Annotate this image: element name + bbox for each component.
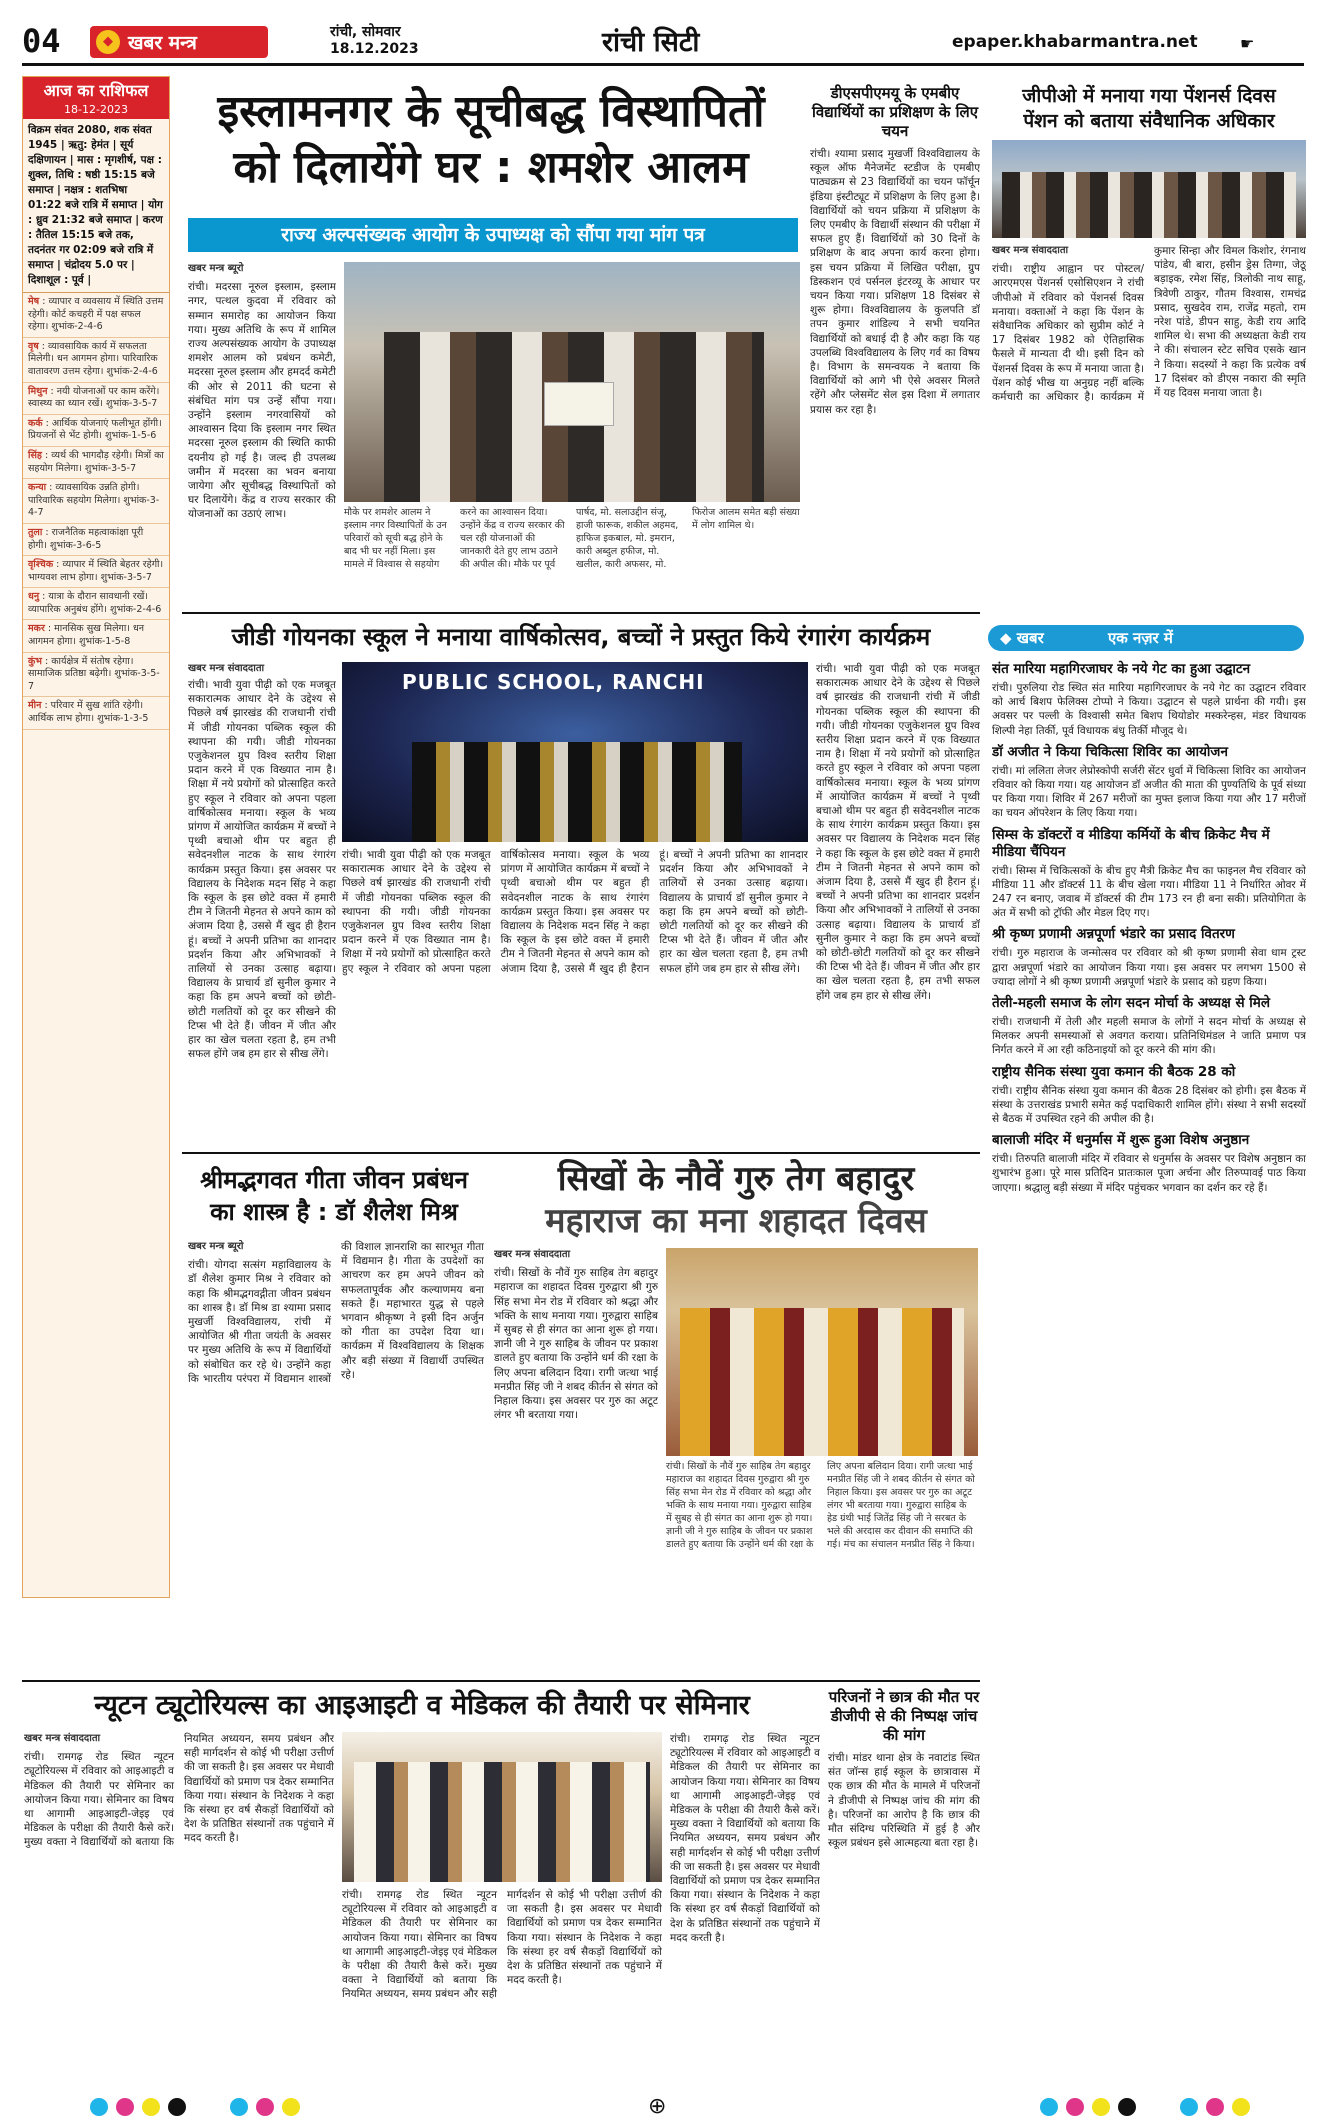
headline-guru [494, 1158, 978, 1242]
rashi-item: तुला : राजनैतिक महत्वाकांक्षा पूरी होगी। शुभांक-3-6-5 [23, 524, 169, 556]
edition-city-day: रांची, सोमवार [330, 24, 401, 40]
rashi-text: परिवार में सुख शांति रहेगी। आर्थिक लाभ होगा। शुभांक-1-3-5 [28, 700, 149, 725]
register-mark-cyan [1040, 2098, 1058, 2116]
rashi-item: वृश्चिक : व्यापार में स्थिति बेहतर रहेगी। भाग्यवश लाभ होगा। शुभांक-3-5-7 [23, 556, 169, 588]
photo-guru [666, 1248, 978, 1456]
article-text [810, 147, 980, 597]
divider [22, 1680, 980, 1682]
rashi-name: धनु [28, 591, 40, 603]
briefs-header [988, 625, 1304, 651]
register-mark-magenta [256, 2098, 274, 2116]
photo-pensioners [992, 140, 1306, 238]
brief-item [992, 1132, 1306, 1195]
article-gita-body [188, 1240, 484, 1674]
brief-title: राष्ट्रीय सैनिक संस्था युवा कमान की बैठक 28 को [992, 1063, 1236, 1080]
article-text: रांची। मदरसा नूरुल इस्लाम, इस्लाम नगर, पत्थल कुदवा में रविवार को सम्मान समारोह का आयोजन किया गया। मुख्य अतिथि के रूप में शामिल राज्य अल्पसंख्यक आयोग के उपाध्यक्ष शमशेर आलम को प्रबंधन कमेटी, मदरसा नूरुल इस्लाम और हमदर्द कमेटी की ओर से 2011 की घटना से संबंधित मांग पत्र उन्हें सौंपा गया। उन्होंने इस्लाम नगरवासियों को आश्वासन दिया कि इस्लाम नगर स्थित मदरसा नूरुल इस्लाम की स्थिति काफी दयनीय हो गई है। जल्द ही उपलब्ध जमीन में मदरसा का भवन बनाया जायेगा और सूचीबद्ध विस्थापितों को घर दिलायेंगे। केंद्र व राज्य सरकार की योजनाओं का उठाएं लाभ। [188, 281, 336, 521]
briefs-tag: ◆ खबर [1000, 629, 1044, 647]
byline: खबर मन्त्र संवाददाता [992, 245, 1069, 256]
article-newton-text-2: रांची। रामगढ़ रोड स्थित न्यूटन ट्यूटोरियल्स में रविवार को आइआइटी व मेडिकल की तैयारी पर सेमिनार का आयोजन किया गया। सेमिनार का विषय था आगामी आइआइटी-जेइइ एवं मेडिकल के परीक्षा की तैयारी कैसे करें। मुख्य वक्ता ने विद्यार्थियों को बताया कि नियमित अध्ययन, समय प्रबंधन और सही मार्गदर्शन से कोई भी परीक्षा उत्तीर्ण की जा सकती है। इस अवसर पर मेधावी विद्यार्थियों को प्रमाण पत्र देकर सम्मानित किया गया। संस्थान के निदेशक ने कहा कि संस्था हर वर्ष सैकड़ों विद्यार्थियों को देश के प्रतिष्ठित संस्थानों तक पहुंचाने में मदद करती है। [342, 1889, 662, 2001]
rashi-text: व्यावसायिक कार्य में सफलता मिलेगी। धन आगमन होगा। पारिवारिक वातावरण उत्तम रहेगा। शुभांक-2-4-6 [28, 340, 158, 377]
rashi-name: मकर [28, 623, 45, 635]
register-mark-magenta [116, 2098, 134, 2116]
rashi-text: व्यापार में स्थिति बेहतर रहेगी। भाग्यवश लाभ होगा। शुभांक-3-5-7 [28, 559, 164, 583]
register-mark-cyan [90, 2098, 108, 2116]
article-newton-body [24, 1732, 334, 2076]
article-guru-caption [666, 1460, 978, 1670]
dspmu-body: विद्यार्थियों को चयन प्रक्रिया में प्रशिक्षण के लिए एमबीए के विद्यार्थी संस्थान की परीक्षा में सफल हुए हैं। विद्यार्थियों को 30 दिनों के प्रशिक्षण के बाद अपना कार्य करना होगा। इस चयन प्रक्रिया में लिखित परीक्षा, ग्रुप डिस्कशन एवं पर्सनल इंटरव्यू के आधार पर चयन किया गया। प्रशिक्षण 18 दिसंबर से शुरू होगा। विश्वविद्यालय के कुलपति डॉ तपन कुमार शांडिल्य ने सभी चयनित विद्यार्थियों को बधाई दी है और कहा कि यह उपलब्धि विश्वविद्यालय के लिए गर्व का विषय है। विभाग के समन्वयक ने बताया कि विद्यार्थियों को आगे भी ऐसे अवसर मिलते रहेंगे और प्लेसमेंट सेल इस दिशा में लगातार प्रयास कर रहा है। [810, 204, 980, 416]
byline: खबर मन्त्र ब्यूरो [188, 1241, 244, 1252]
headline-newton: न्यूटन ट्यूटोरियल्स का आइआइटी व मेडिकल की तैयारी पर सेमिनार [94, 1690, 750, 1721]
photo-gd-goenka [342, 662, 808, 842]
headline-islamnagar [182, 84, 800, 196]
rashi-item: मेष : व्यापार व व्यवसाय में स्थिति उत्तम रहेगी। कोर्ट कचहरी में पक्ष सफल रहेगा। शुभांक-2-4-6 [23, 293, 169, 338]
register-mark-yellow [1232, 2098, 1250, 2116]
photo-students [354, 1762, 650, 1882]
crosshair-icon: ⊕ [648, 2094, 667, 2119]
rashi-name: मिथुन [28, 385, 48, 397]
rashifal-title: आज का राशिफल [23, 77, 169, 103]
brief-item [992, 827, 1306, 921]
brand-icon: ◆ [96, 30, 120, 54]
register-mark-black [1118, 2098, 1136, 2116]
article-gd-goenka-text-3: रांची। भावी युवा पीढ़ी को एक मजबूत सकारात्मक आधार देने के उद्देश्य से पिछले वर्ष झारखंड की राजधानी रांची में जीडी गोयनका पब्लिक स्कूल की स्थापना की गयी। जीडी गोयनका एजुकेशनल ग्रुप विश्व स्तरीय शिक्षा प्रदान करने में एक विख्यात नाम है। शिक्षा में नये प्रयोगों को प्रोत्साहित करते हुए स्कूल ने रविवार को अपना पहला वार्षिकोत्सव मनाया। स्कूल के भव्य प्रांगण में आयोजित कार्यक्रम में बच्चों ने पृथ्वी बचाओ थीम पर बहुत ही सवेदनशील नाटक के साथ रंगारंग कार्यक्रम प्रस्तुत किया। इस अवसर पर विद्यालय के निदेशक मदन सिंह ने कहा कि स्कूल के इस छोटे वक्त में हमारी टीम ने जितनी मेहनत से अपने काम को अंजाम दिया है, उससे मैं खुद ही हैरान हूं। बच्चों ने अपनी प्रतिभा का शानदार प्रदर्शन किया और अभिभावकों ने तालियों से उनका उत्साह बढ़ाया। विद्यालय के प्राचार्य डॉ सुनील कुमार ने कहा कि हम अपने बच्चों को छोटी-छोटी गलतियों को दूर कर सीखने की टिप्स भी देते हैं। जीवन में जीत और हार का खेल चलता रहता है, हम तभी सफल होंगे जब हम हार से सीख लेंगे। [816, 663, 980, 1002]
register-mark-magenta [1206, 2098, 1224, 2116]
rashi-name: वृश्चिक [28, 559, 54, 571]
article-guru-body [494, 1248, 658, 1672]
rashi-name: कुंभ [28, 655, 42, 667]
brief-text: रांची। राजधानी में तेली और महली समाज के लोगों ने सदन मोर्चा के अध्यक्ष से मिलकर अपनी समस्याओं से अवगत कराया। प्रतिनिधिमंडल ने जाति प्रमाण पत्र निर्गत करने में आ रही कठिनाइयों को दूर करने की मांग की। [992, 1016, 1306, 1057]
rashi-item: कन्या : व्यावसायिक उन्नति होगी। पारिवारिक सहयोग मिलेगा। शुभांक-3-4-7 [23, 479, 169, 524]
photo-group [1002, 172, 1296, 238]
headline-line-1: श्रीमद्भगवत गीता जीवन प्रबंधन [200, 1166, 468, 1194]
headline-dspmu: डीएसपीएमयू के एमबीए विद्यार्थियों का प्रशिक्षण के लिए चयन [812, 84, 978, 140]
rashi-item: मीन : परिवार में सुख शांति रहेगी। आर्थिक लाभ होगा। शुभांक-1-3-5 [23, 697, 169, 729]
rashi-item: सिंह : व्यर्थ की भागदौड़ रहेगी। मित्रों का सहयोग मिलेगा। शुभांक-3-5-7 [23, 447, 169, 479]
brief-text: रांची। राष्ट्रीय सैनिक संस्था युवा कमान की बैठक 28 दिसंबर को होगी। इस बैठक में संस्था के उत्तराखंड प्रभारी समेत कई पदाधिकारी शामिल होंगे। संस्था ने सभी सदस्यों से बैठक में उपस्थित रहने की अपील की है। [992, 1084, 1306, 1126]
edition-date [330, 24, 419, 58]
brief-title: श्री कृष्ण प्रणामी अन्नपूर्णा भंडारे का प्रसाद वितरण [992, 926, 1235, 943]
brief-text: रांची। पुरुलिया रोड स्थित संत मारिया महागिरजाघर के नये गेट का उद्घाटन रविवार को आर्च बिशप फेलिक्स टोप्पो ने किया। उद्घाटन से पहले प्रार्थना की गयी। इस अवसर पर पल्ली के विश्वासी समेत बिशप थियोडोर मस्करेन्हस, मंडर विधायक शिल्पी नेहा तिर्की, पूर्व विधायक बंधु तिर्की मौजूद थे। [992, 682, 1306, 737]
headline-line-2: का शास्त्र है : डॉ शैलेश मिश्र [210, 1198, 458, 1226]
headline-line-2: को दिलायेंगे घर : शमशेर आलम [233, 142, 749, 193]
rashi-text: नयी योजनाओं पर काम करेंगे। स्वास्थ्य का ध्यान रखें। शुभांक-3-5-7 [28, 385, 160, 410]
rashi-name: कन्या [28, 482, 47, 494]
edition-date-value: 18.12.2023 [330, 41, 419, 57]
subheadline-islamnagar: राज्य अल्पसंख्यक आयोग के उपाध्यक्ष को सौंपा गया मांग पत्र [188, 218, 798, 252]
rashi-name: तुला [28, 526, 43, 538]
photo-sangat [680, 1308, 964, 1456]
guru-caption-text: रांची। सिखों के नौवें गुरु साहिब तेग बहादुर महाराज का शहादत दिवस गुरुद्वारा श्री गुरु सिंह सभा मेन रोड में रविवार को श्रद्धा और भक्ति के साथ मनाया गया। गुरुद्वारा साहिब में सुबह से ही संगत का आना शुरू हो गया। ज्ञानी जी ने गुरु साहिब के जीवन पर प्रकाश डालते हुए बताया कि उन्होंने धर्म की रक्षा के लिए अपना बलिदान दिया। रागी जत्था भाई मनप्रीत सिंह जी ने शबद कीर्तन से संगत को निहाल किया। इस अवसर पर गुरु का अटूट लंगर भी बरताया गया। [666, 1461, 975, 1550]
article-islamnagar-caption: मौके पर शमशेर आलम ने इस्लाम नगर विस्थापितों के उन परिवारों को सूची बद्ध होने के बाद भी घर नहीं मिला। इस मामले में विश्वास से सहयोग करने का आश्वासन दिया। उन्होंने केंद्र व राज्य सरकार की चल रही योजनाओं की जानकारी देते हुए लाभ उठाने की अपील की। मौके पर पूर्व पार्षद, मो. सलाउद्दीन संजू, हाजी फारूक, शकील अहमद, हाफिज इकबाल, मो. इमरान, कारी अब्दुल हफीज, मो. खलील, कारी अफसर, मो. फिरोज आलम समेत बड़ी संख्या में लोग शामिल थे। [344, 507, 800, 570]
headline-line-2: महाराज का मना शहादत दिवस [545, 1201, 927, 1241]
rashi-name: सिंह [28, 449, 42, 461]
headline-line-2: पेंशन को बताया संवैधानिक अधिकार [1023, 110, 1275, 132]
section-title: रांची सिटी [602, 27, 700, 58]
divider [182, 612, 980, 614]
rashi-text: व्यर्थ की भागदौड़ रहेगी। मित्रों का सहयोग मिलेगा। शुभांक-3-5-7 [28, 449, 164, 474]
divider [182, 1152, 980, 1154]
cursor-icon: ☛ [1240, 34, 1255, 53]
register-mark-yellow [1092, 2098, 1110, 2116]
panchang: विक्रम संवत 2080, शक संवत 1945 | ऋतु: हेमंत | सूर्य दक्षिणायन | मास : मृगशीर्ष, पक्ष : शुक्ल, तिथि : षष्ठी 15:15 बजे समाप्त | नक्षत्र : शतभिषा 01:22 बजे रात्रि में समाप्त | योग : ध्रुव 21:32 बजे समाप्त | करण : तैतिल 15:15 बजे तक, तदनंतर गर 02:09 बजे रात्रि में समाप्त | चंद्रोदय 5.0 पर | दिशाशूल : पूर्व | [23, 119, 169, 293]
article-pensioners-body [992, 244, 1306, 616]
rashi-list [23, 293, 169, 730]
register-mark-yellow [282, 2098, 300, 2116]
article-dspmu [810, 84, 980, 612]
byline: खबर मन्त्र संवाददाता [188, 663, 265, 674]
byline: खबर मन्त्र संवाददाता [24, 1733, 101, 1744]
rashi-text: व्यापार व व्यवसाय में स्थिति उत्तम रहेगी। कोर्ट कचहरी में पक्ष सफल रहेगा। शुभांक-2-4-6 [28, 296, 164, 333]
article-text: रांची। राष्ट्रीय आह्वान पर पोस्टल/आरएमएस पेंशनर्स एसोसिएशन ने रांची जीपीओ में रविवार को पेंशनर्स दिवस मनाया। वक्ताओं ने कहा कि पेंशन के संवैधानिक अधिकार को सुप्रीम कोर्ट ने 17 दिसंबर 1982 को ऐतिहासिक फैसले में मान्यता दी थी। इसी दिन को पेंशनर्स दिवस के रूप में मनाया जाता है। पेंशन कोई भीख या अनुग्रह नहीं बल्कि कर्मचारी का अधिकार है। कार्यक्रम में कुमार सिन्हा और विमल किशोर, रंगनाथ पांडेय, बी बारा, हसीन ड्रेस तिग्गा, जेठू बड़ाइक, रमेश सिंह, त्रिलोकी नाथ साहू, त्रिवेणी ठाकुर, गौतम विश्वास, रामचंद्र प्रसाद, सुखदेव राम, राजेंद्र महतो, राम नरेश पांडे, डीपन साहु, केडी राय आदि शामिल थे। सभा की अध्यक्षता केडी राय ने की। संचालन स्टेट सचिव एसके खान ने किया। सदस्यों ने कहा कि प्रत्येक वर्ष 17 दिसंबर को डीएस नकारा की स्मृति में यह दिवस मनाया जाता है। [992, 245, 1306, 404]
rashi-text: मानसिक सुख मिलेगा। धन आगमन होगा। शुभांक-1-5-8 [28, 623, 145, 648]
photo-newton [342, 1732, 662, 1882]
headline-gita [184, 1164, 484, 1228]
headline-pensioners [992, 84, 1306, 134]
headline-line-1: जीपीओ में मनाया गया पेंशनर्स दिवस [1022, 85, 1276, 107]
headline-line-1: सिखों के नौवें गुरु तेग बहादुर [557, 1159, 915, 1199]
brief-title: सिम्स के डॉक्टरों व मीडिया कर्मियों के बीच क्रिकेट मैच में मीडिया चैंपियन [992, 826, 1270, 860]
page-number: 04 [22, 22, 61, 60]
brief-item [992, 995, 1306, 1058]
rashi-item: मकर : मानसिक सुख मिलेगा। धन आगमन होगा। शुभांक-1-5-8 [23, 620, 169, 652]
rashi-item: वृष : व्यावसायिक कार्य में सफलता मिलेगी। धन आगमन होगा। पारिवारिक वातावरण उत्तम रहेगा। शुभांक-2-4-6 [23, 338, 169, 383]
headline-student-death: परिजनों ने छात्र की मौत पर डीजीपी से की निष्पक्ष जांच की मांग [828, 1688, 980, 1744]
guru-caption-tail: गुरुद्वारा साहिब के हेड ग्रंथी भाई जितेंद्र सिंह जी ने सरबत के भले की अरदास कर दीवान की समाप्ति की गई। मंच का संचालन मनप्रीत सिंह ने किया। [827, 1500, 975, 1550]
byline: खबर मन्त्र ब्यूरो [188, 263, 244, 274]
photo-certificate [544, 382, 614, 426]
article-text: रांची। मांडर थाना क्षेत्र के नवाटांड स्थित संत जॉन्स हाई स्कूल के छात्रावास में एक छात्र की मौत के मामले में परिजनों ने डीजीपी से निष्पक्ष जांच की मांग की है। परिजनों का आरोप है कि छात्र की मौत संदिग्ध परिस्थिति में हुई है और स्कूल प्रबंधन इसे आत्महत्या बता रहा है। [828, 1752, 980, 1850]
register-mark-magenta [1066, 2098, 1084, 2116]
rashi-name: मीन [28, 700, 42, 712]
rashi-name: कर्क [28, 417, 43, 429]
headline-line-1: इस्लामनगर के सूचीबद्ध विस्थापितों [217, 86, 765, 137]
article-student-death [828, 1688, 980, 2076]
brief-title: डॉ अजीत ने किया चिकित्सा शिविर का आयोजन [992, 743, 1228, 760]
rashi-text: कार्यक्षेत्र में संतोष रहेगा। सामाजिक प्रतिष्ठा बढ़ेगी। शुभांक-3-5-7 [28, 655, 160, 692]
article-islamnagar-body [188, 262, 336, 600]
dspmu-lead: रांची। श्यामा प्रसाद मुखर्जी विश्वविद्यालय के स्कूल ऑफ मैनेजमेंट स्टडीज के एमबीए पाठ्यक्रम से 23 विद्यार्थियों का चयन फॉर्चून इंडिया इंस्टीट्यूट में प्रशिक्षण के लिए हुआ है। [810, 148, 980, 203]
brief-item [992, 661, 1306, 738]
rashi-item: कर्क : आर्थिक योजनाएं फलीभूत होंगी। प्रियजनों से भेंट होगी। शुभांक-1-5-6 [23, 415, 169, 447]
page-header [22, 18, 1304, 66]
brief-title: संत मारिया महागिरजाघर के नये गेट का हुआ उद्घाटन [992, 661, 1251, 677]
register-mark-yellow [142, 2098, 160, 2116]
rashi-name: मेष [28, 296, 40, 307]
rashi-item: मिथुन : नयी योजनाओं पर काम करेंगे। स्वास्थ्य का ध्यान रखें। शुभांक-3-5-7 [23, 383, 169, 415]
register-mark-cyan [1180, 2098, 1198, 2116]
brief-title: बालाजी मंदिर में धनुर्मास में शुरू हुआ विशेष अनुष्ठान [992, 1132, 1250, 1149]
briefs-title: एक नज़र में [1108, 629, 1173, 647]
brief-text: रांची। तिरुपति बालाजी मंदिर में रविवार से धनुर्मास के अवसर पर विशेष अनुष्ठान का शुभारंभ हुआ। पूरे मास प्रतिदिन प्रातःकाल पूजा अर्चना और तिरुप्पावई पाठ किया जाएगा। श्रद्धालु बड़ी संख्या में मंदिर पहुंचकर भगवान का दर्शन कर रहे हैं। [992, 1153, 1306, 1194]
photo-islamnagar [344, 262, 800, 502]
brief-item [992, 926, 1306, 989]
brief-item [992, 744, 1306, 821]
brief-text: रांची। सिम्स में चिकित्सकों के बीच हुए मैत्री क्रिकेट मैच का फाइनल मैच रविवार को मीडिया 11 और डॉक्टर्स 11 के बीच खेला गया। मीडिया 11 ने निर्धारित ओवर में 247 रन बनाए, जवाब में डॉक्टर्स की टीम 173 रन ही बना सकी। प्रतियोगिता के अंत में सभी को ट्रॉफी और मेडल दिए गए। [992, 864, 1306, 920]
article-newton-text-3: रांची। रामगढ़ रोड स्थित न्यूटन ट्यूटोरियल्स में रविवार को आइआइटी व मेडिकल की तैयारी पर सेमिनार का आयोजन किया गया। सेमिनार का विषय था आगामी आइआइटी-जेइइ एवं मेडिकल के परीक्षा की तैयारी कैसे करें। मुख्य वक्ता ने विद्यार्थियों को बताया कि नियमित अध्ययन, समय प्रबंधन और सही मार्गदर्शन से कोई भी परीक्षा उत्तीर्ण की जा सकती है। इस अवसर पर मेधावी विद्यार्थियों को प्रमाण पत्र देकर सम्मानित किया गया। संस्थान के निदेशक ने कहा कि संस्था हर वर्ष सैकड़ों विद्यार्थियों को देश के प्रतिष्ठित संस्थानों तक पहुंचाने में मदद करती है। [670, 1733, 820, 1944]
brand-name: खबर मन्त्र [128, 32, 197, 54]
article-gd-goenka-text-2: रांची। भावी युवा पीढ़ी को एक मजबूत सकारात्मक आधार देने के उद्देश्य से पिछले वर्ष झारखंड की राजधानी रांची में जीडी गोयनका पब्लिक स्कूल की स्थापना की गयी। जीडी गोयनका एजुकेशनल ग्रुप विश्व स्तरीय शिक्षा प्रदान करने में एक विख्यात नाम है। शिक्षा में नये प्रयोगों को प्रोत्साहित करते हुए स्कूल ने रविवार को अपना पहला वार्षिकोत्सव मनाया। स्कूल के भव्य प्रांगण में आयोजित कार्यक्रम में बच्चों ने पृथ्वी बचाओ थीम पर बहुत ही सवेदनशील नाटक के साथ रंगारंग कार्यक्रम प्रस्तुत किया। इस अवसर पर विद्यालय के निदेशक मदन सिंह ने कहा कि स्कूल के इस छोटे वक्त में हमारी टीम ने जितनी मेहनत से अपने काम को अंजाम दिया है, उससे मैं खुद ही हैरान हूं। बच्चों ने अपनी प्रतिभा का शानदार प्रदर्शन किया और अभिभावकों ने तालियों से उनका उत्साह बढ़ाया। विद्यालय के प्राचार्य डॉ सुनील कुमार ने कहा कि हम अपने बच्चों को छोटी-छोटी गलतियों को दूर कर सीखने की टिप्स भी देते हैं। जीवन में जीत और हार का खेल चलता रहता है, हम तभी सफल होंगे जब हम हार से सीख लेंगे। [342, 849, 808, 975]
rashifal-column [22, 76, 170, 1598]
briefs-list [992, 656, 1306, 2076]
article-gd-goenka-text: रांची। भावी युवा पीढ़ी को एक मजबूत सकारात्मक आधार देने के उद्देश्य से पिछले वर्ष झारखंड की राजधानी रांची में जीडी गोयनका पब्लिक स्कूल की स्थापना की गयी। जीडी गोयनका एजुकेशनल ग्रुप विश्व स्तरीय शिक्षा प्रदान करने में एक विख्यात नाम है। शिक्षा में नये प्रयोगों को प्रोत्साहित करते हुए स्कूल ने रविवार को अपना पहला वार्षिकोत्सव मनाया। स्कूल के भव्य प्रांगण में आयोजित कार्यक्रम में बच्चों ने पृथ्वी बचाओ थीम पर बहुत ही सवेदनशील नाटक के साथ रंगारंग कार्यक्रम प्रस्तुत किया। इस अवसर पर विद्यालय के निदेशक मदन सिंह ने कहा कि स्कूल के इस छोटे वक्त में हमारी टीम ने जितनी मेहनत से अपने काम को अंजाम दिया है, उससे मैं खुद ही हैरान हूं। बच्चों ने अपनी प्रतिभा का शानदार प्रदर्शन किया और अभिभावकों ने तालियों से उनका उत्साह बढ़ाया। विद्यालय के प्राचार्य डॉ सुनील कुमार ने कहा कि हम अपने बच्चों को छोटी-छोटी गलतियों को दूर कर सीखने की टिप्स भी देते हैं। जीवन में जीत और हार का खेल चलता रहता है, हम तभी सफल होंगे जब हम हार से सीख लेंगे। [188, 679, 336, 1061]
rashi-text: आर्थिक योजनाएं फलीभूत होंगी। प्रियजनों से भेंट होगी। शुभांक-1-5-6 [28, 417, 162, 442]
byline: खबर मन्त्र संवाददाता [494, 1249, 571, 1260]
page-footer [0, 2088, 1324, 2125]
rashi-item: कुंभ : कार्यक्षेत्र में संतोष रहेगा। सामाजिक प्रतिष्ठा बढ़ेगी। शुभांक-3-5-7 [23, 653, 169, 698]
article-text: रांची। रामगढ़ रोड स्थित न्यूटन ट्यूटोरियल्स में रविवार को आइआइटी व मेडिकल की तैयारी पर सेमिनार का आयोजन किया गया। सेमिनार का विषय था आगामी आइआइटी-जेइइ एवं मेडिकल के परीक्षा की तैयारी कैसे करें। मुख्य वक्ता ने विद्यार्थियों को बताया कि नियमित अध्ययन, समय प्रबंधन और सही मार्गदर्शन से कोई भी परीक्षा उत्तीर्ण की जा सकती है। इस अवसर पर मेधावी विद्यार्थियों को प्रमाण पत्र देकर सम्मानित किया गया। संस्थान के निदेशक ने कहा कि संस्था हर वर्ष सैकड़ों विद्यार्थियों को देश के प्रतिष्ठित संस्थानों तक पहुंचाने में मदद करती है। [24, 1733, 334, 1849]
rashi-text: यात्रा के दौरान सावधानी रखें। व्यापारिक अनुबंध होंगे। शुभांक-2-4-6 [28, 591, 162, 615]
photo-performers [412, 742, 742, 842]
headline-gd-goenka: जीडी गोयनका स्कूल ने मनाया वार्षिकोत्सव, बच्चों ने प्रस्तुत किये रंगारंग कार्यक्रम [231, 623, 931, 651]
register-mark-black [168, 2098, 186, 2116]
brief-text: रांची। मां ललिता लेजर लेप्रोस्कोपी सर्जरी सेंटर धुर्वा में चिकित्सा शिविर का आयोजन रविवार को किया गया। यह आयोजन डॉ अजीत की माता की पुण्यतिथि के पूर्व संध्या पर किया गया। शिविर में 267 मरीजों का मुफ्त इलाज किया गया और 17 मरीजों का चयन ऑपरेशन के लिए किया गया। [992, 764, 1306, 820]
brief-title: तेली-महली समाज के लोग सदन मोर्चा के अध्यक्ष से मिले [992, 995, 1271, 1012]
brand-logo [90, 26, 268, 58]
article-text: रांची। सिखों के नौवें गुरु साहिब तेग बहादुर महाराज का शहादत दिवस गुरुद्वारा श्री गुरु सिंह सभा मेन रोड में रविवार को श्रद्धा और भक्ति के साथ मनाया गया। गुरुद्वारा साहिब में सुबह से ही संगत का आना शुरू हो गया। ज्ञानी जी ने गुरु साहिब के जीवन पर प्रकाश डालते हुए बताया कि उन्होंने धर्म की रक्षा के लिए अपना बलिदान दिया। रागी जत्था भाई मनप्रीत सिंह जी ने शबद कीर्तन से संगत को निहाल किया। इस अवसर पर गुरु का अटूट लंगर भी बरताया गया। [494, 1267, 658, 1422]
epaper-url[interactable]: epaper.khabarmantra.net [952, 32, 1198, 52]
rashi-text: व्यावसायिक उन्नति होगी। पारिवारिक सहयोग मिलेगा। शुभांक-3-4-7 [28, 482, 160, 519]
rashifal-date: 18-12-2023 [23, 103, 169, 119]
rashi-item: धनु : यात्रा के दौरान सावधानी रखें। व्यापारिक अनुबंध होंगे। शुभांक-2-4-6 [23, 588, 169, 620]
rashi-text: राजनैतिक महत्वाकांक्षा पूरी होगी। शुभांक-3-6-5 [28, 526, 144, 551]
article-text: रांची। योगदा सत्संग महाविद्यालय के डॉ शैलेश कुमार मिश्र ने रविवार को कहा कि श्रीमद्भगवद्गीता जीवन प्रबंधन का शास्त्र है। डॉ मिश्र डा श्यामा प्रसाद मुखर्जी विश्वविद्यालय, रांची में आयोजित श्री गीता जयंती के अवसर पर मुख्य अतिथि के रूप में विद्यार्थियों को संबोधित कर रहे थे। उन्होंने कहा कि भारतीय परंपरा में विद्यमान शास्त्रों की विशाल ज्ञानराशि का सारभूत गीता में विद्यमान है। गीता के उपदेशों का आचरण कर हम अपने जीवन को सफलतापूर्वक और कल्याणमय बना सकते हैं। महाभारत युद्ध से पहले भगवान श्रीकृष्ण ने इसी दिन अर्जुन को गीता का उपदेश दिया था। कार्यक्रम में विश्वविद्यालय के शिक्षक और बड़ी संख्या में विद्यार्थी उपस्थित रहे। [188, 1241, 484, 1385]
register-mark-cyan [230, 2098, 248, 2116]
rashi-name: वृष [28, 340, 39, 352]
brief-item [992, 1064, 1306, 1127]
photo-banner-text: PUBLIC SCHOOL, RANCHI [402, 670, 705, 694]
brief-text: रांची। गुरु महाराज के जन्मोत्सव पर रविवार को श्री कृष्ण प्रणामी सेवा धाम ट्रस्ट द्वारा अन्नपूर्णा भंडारे का आयोजन किया गया। इस अवसर पर लगभग 1500 से ज्यादा लोगों ने श्री कृष्ण प्रणामी अन्नपूर्णा भंडारे के प्रसाद को ग्रहण किया। [992, 947, 1306, 988]
